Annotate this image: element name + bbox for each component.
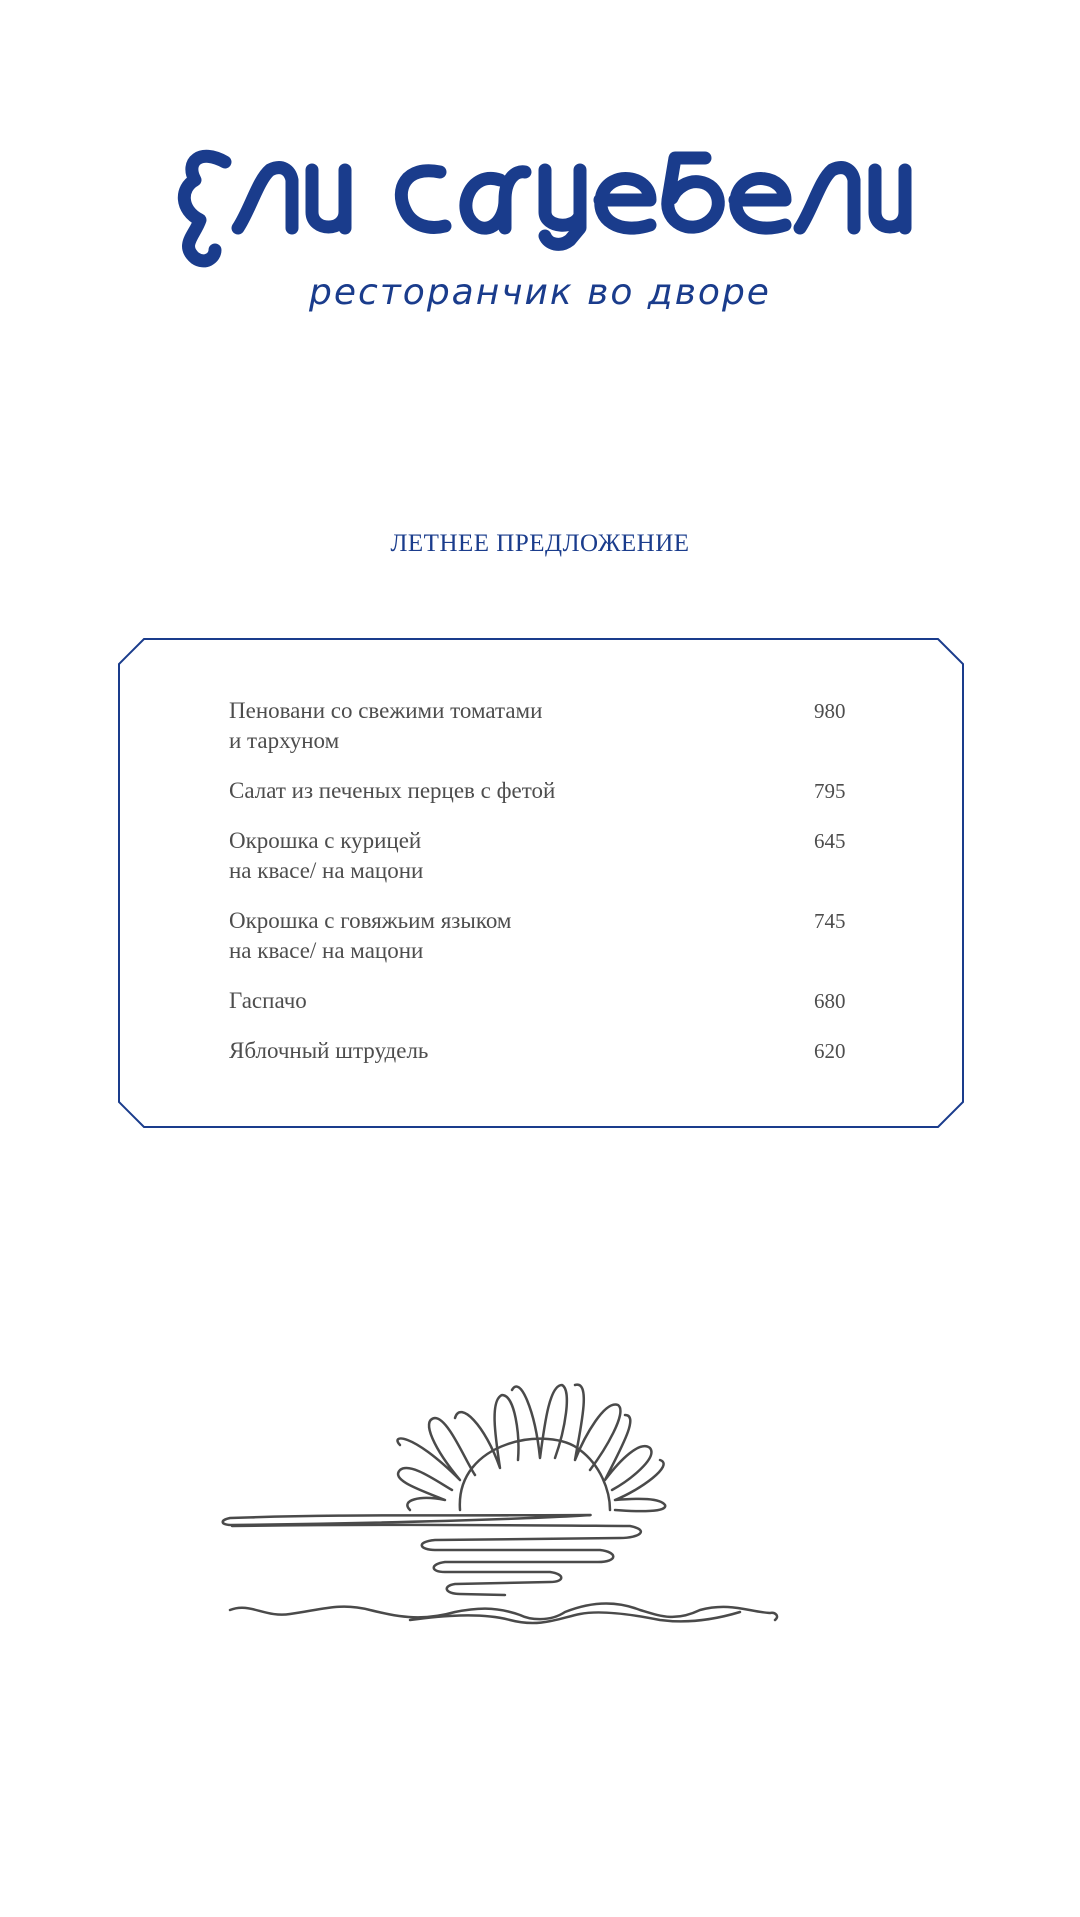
menu-item xyxy=(229,1036,869,1066)
menu-item-name: Окрошка с курицей на квасе/ на мацони xyxy=(229,828,424,883)
menu-item-name: Пеновани со свежими томатами и тархуном xyxy=(229,698,543,753)
brand-logo xyxy=(0,140,1080,280)
menu-item xyxy=(229,986,869,1016)
menu-item-price: 745 xyxy=(814,909,846,933)
restaurant-subtitle: ресторанчик во дворе xyxy=(309,272,771,313)
menu-list xyxy=(229,696,869,1086)
menu-item xyxy=(229,696,869,756)
menu-item-price: 645 xyxy=(814,829,846,853)
menu-item-price: 680 xyxy=(814,989,846,1013)
menu-item-price: 620 xyxy=(814,1039,846,1063)
menu-item xyxy=(229,776,869,806)
menu-item-name: Салат из печеных перцев с фетой xyxy=(229,778,556,803)
menu-item-price: 980 xyxy=(814,699,846,723)
menu-item xyxy=(229,826,869,886)
menu-item-name: Окрошка с говяжьим языком на квасе/ на мацони xyxy=(229,908,512,963)
menu-item-name: Гаспачо xyxy=(229,988,307,1013)
menu-item xyxy=(229,906,869,966)
section-title: ЛЕТНЕЕ ПРЕДЛОЖЕНИЕ xyxy=(390,530,690,557)
menu-item-name: Яблочный штрудель xyxy=(229,1038,429,1063)
sunset-over-sea-icon xyxy=(220,1340,870,1640)
menu-item-price: 795 xyxy=(814,779,846,803)
